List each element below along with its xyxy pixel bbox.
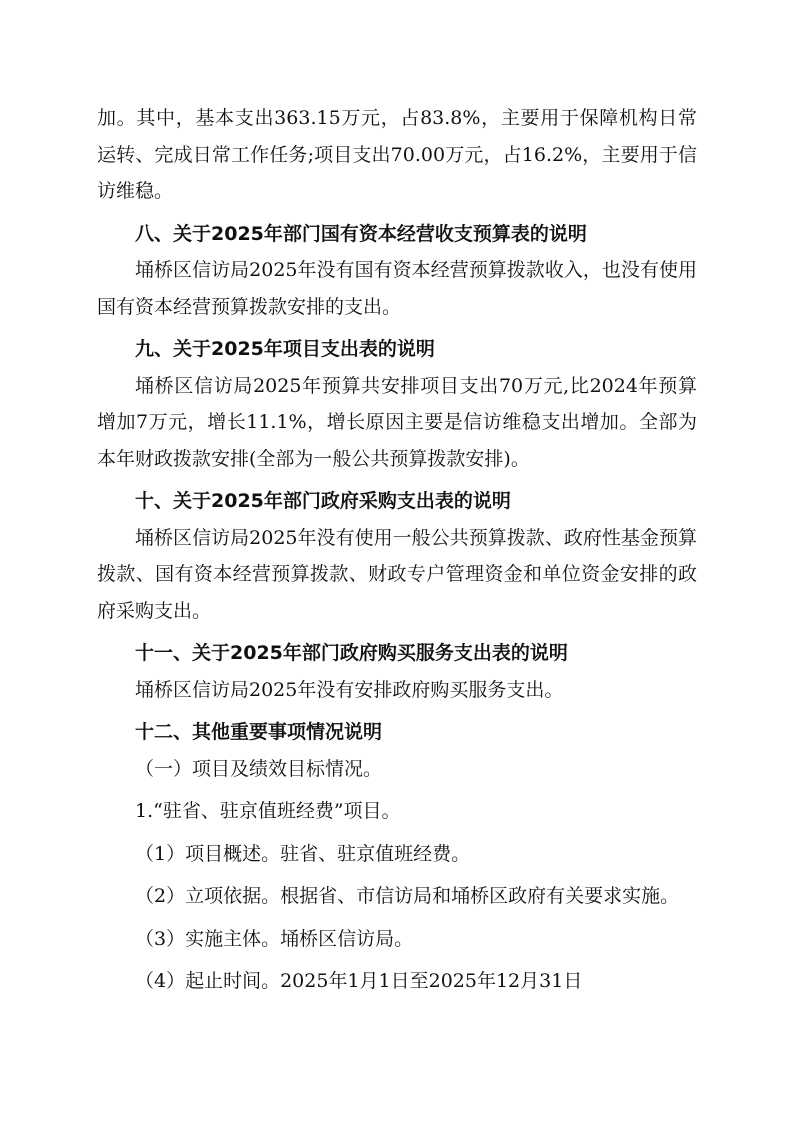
heading-section-10: 十、关于2025年部门政府采购支出表的说明 — [135, 490, 511, 512]
paragraph-expenditure-breakdown: 加。其中，基本支出363.15万元，占83.8%，主要用于保障机构日常运转、完成日常工作任务;项目支出70.00万元，占16.2%，主要用于信访维稳。 — [97, 107, 697, 202]
item-project-overview: （1）项目概述。驻省、驻京值班经费。 — [135, 842, 471, 865]
heading-section-11: 十一、关于2025年部门政府购买服务支出表的说明 — [135, 642, 568, 664]
heading-section-9: 九、关于2025年项目支出表的说明 — [135, 338, 435, 360]
document-body — [97, 100, 697, 1000]
subheading-project-targets: （一）项目及绩效目标情况。 — [135, 757, 383, 780]
paragraph-section-11: 埇桥区信访局2025年没有安排政府购买服务支出。 — [135, 678, 564, 701]
heading-section-8: 八、关于2025年部门国有资本经营收支预算表的说明 — [135, 222, 587, 245]
item-project-title: 1.“驻省、驻京值班经费”项目。 — [135, 800, 401, 822]
item-project-entity: （3）实施主体。埇桥区信访局。 — [135, 927, 414, 950]
item-project-period: （4）起止时间。2025年1月1日至2025年12月31日 — [135, 970, 583, 992]
item-project-basis: （2）立项依据。根据省、市信访局和埇桥区政府有关要求实施。 — [135, 885, 680, 907]
paragraph-section-8: 埇桥区信访局2025年没有国有资本经营预算拨款收入，也没有使用国有资本经营预算拨款安排的支出。 — [97, 259, 697, 318]
paragraph-section-10: 埇桥区信访局2025年没有使用一般公共预算拨款、政府性基金预算拨款、国有资本经营预算拨款、财政专户管理资金和单位资金安排的政府采购支出。 — [97, 526, 697, 622]
paragraph-section-9: 埇桥区信访局2025年预算共安排项目支出70万元,比2024年预算增加7万元，增长11.1%，增长原因主要是信访维稳支出增加。全部为本年财政拨款安排(全部为一般公共预算拨款安排)。 — [97, 374, 697, 470]
heading-section-12: 十二、其他重要事项情况说明 — [135, 721, 383, 743]
